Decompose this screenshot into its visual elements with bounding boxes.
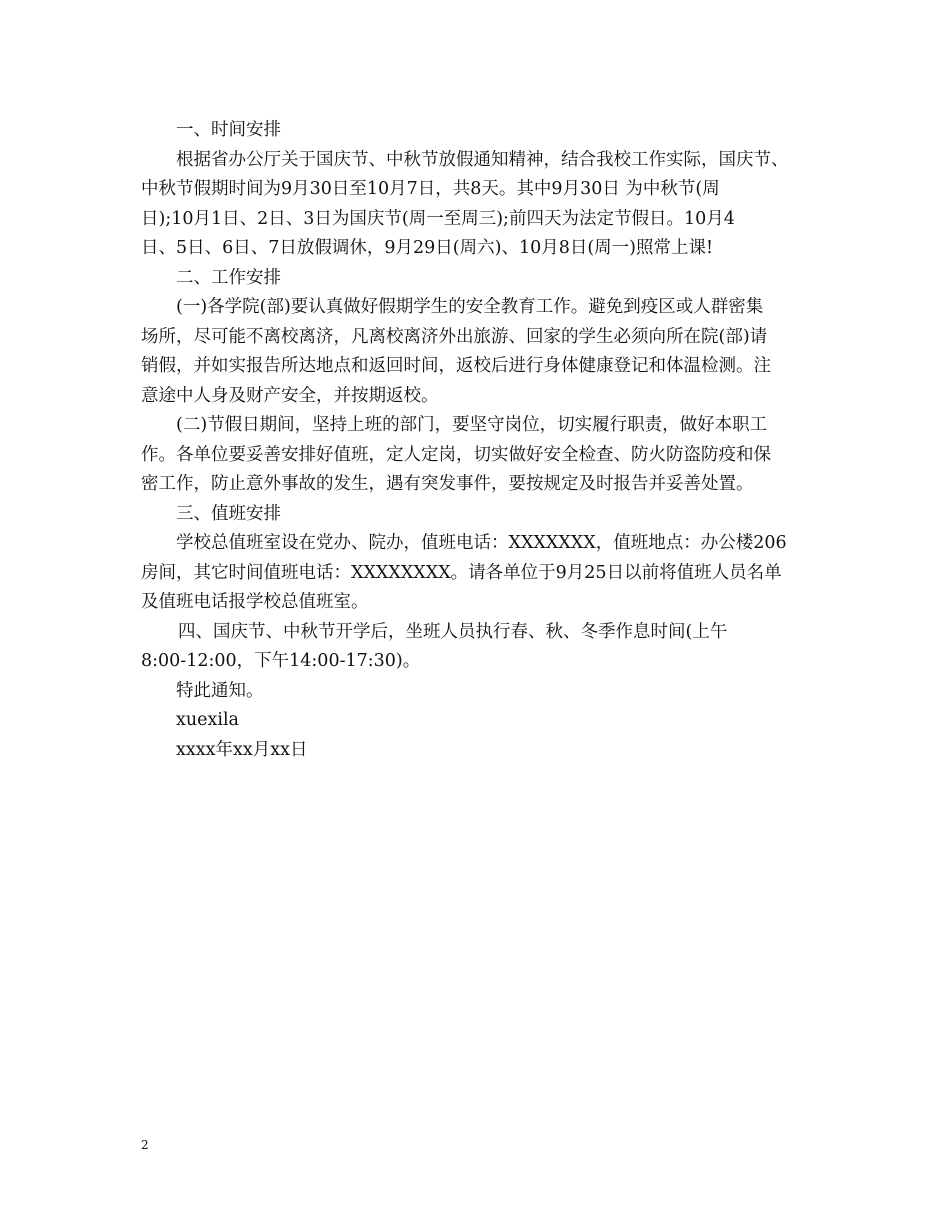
paragraph-line: 作。各单位要妥善安排好值班，定人定岗，切实做好安全检查、防火防盗防疫和保 — [141, 444, 771, 465]
closing-text: 特此通知。 — [176, 680, 264, 701]
section-heading-work: 二、工作安排 — [176, 267, 281, 288]
paragraph-line: 四、国庆节、中秋节开学后，坐班人员执行春、秋、冬季作息时间(上午 — [178, 621, 728, 642]
document-body — [141, 116, 813, 765]
paragraph-line: 8:00-12:00，下午14:00-17:30)。 — [141, 651, 421, 671]
paragraph-line: 密工作，防止意外事故的发生，遇有突发事件，要按规定及时报告并妥善处置。 — [141, 474, 754, 494]
paragraph-line: 意途中人身及财产安全，并按期返校。 — [141, 385, 439, 406]
page-number: 2 — [141, 1138, 149, 1152]
paragraph-line: 房间，其它时间值班电话：XXXXXXXX。请各单位于9月25日以前将值班人员名单 — [141, 562, 782, 583]
paragraph-line: 根据省办公厅关于国庆节、中秋节放假通知精神，结合我校工作实际，国庆节、 — [176, 149, 789, 170]
paragraph-line: (二)节假日期间，坚持上班的部门，要坚守岗位，切实履行职责，做好本职工 — [176, 415, 768, 435]
section-heading-duty: 三、值班安排 — [176, 503, 281, 524]
document-date: xxxx年xx月xx日 — [176, 739, 308, 760]
paragraph-line: 销假，并如实报告所达地点和返回时间，返校后进行身体健康登记和体温检测。注 — [141, 356, 771, 376]
signature: xuexila — [176, 710, 239, 730]
paragraph-line: 日、5日、6日、7日放假调休，9月29日(周六)、10月8日(周一)照常上课! — [141, 238, 714, 258]
paragraph-line: (一)各学院(部)要认真做好假期学生的安全教育工作。避免到疫区或人群密集 — [176, 297, 764, 317]
paragraph-line: 及值班电话报学校总值班室。 — [141, 592, 369, 612]
section-heading-time: 一、时间安排 — [176, 120, 281, 140]
paragraph-line: 场所，尽可能不离校离济，凡离校离济外出旅游、回家的学生必须向所在院(部)请 — [141, 326, 768, 347]
paragraph-line: 日);10月1日、2日、3日为国庆节(周一至周三);前四天为法定节假日。10月4 — [141, 208, 735, 229]
paragraph-line: 中秋节假期时间为9月30日至10月7日，共8天。其中9月30日 为中秋节(周 — [141, 179, 720, 199]
paragraph-line: 学校总值班室设在党办、院办，值班电话：XXXXXXX，值班地点：办公楼206 — [176, 533, 787, 553]
